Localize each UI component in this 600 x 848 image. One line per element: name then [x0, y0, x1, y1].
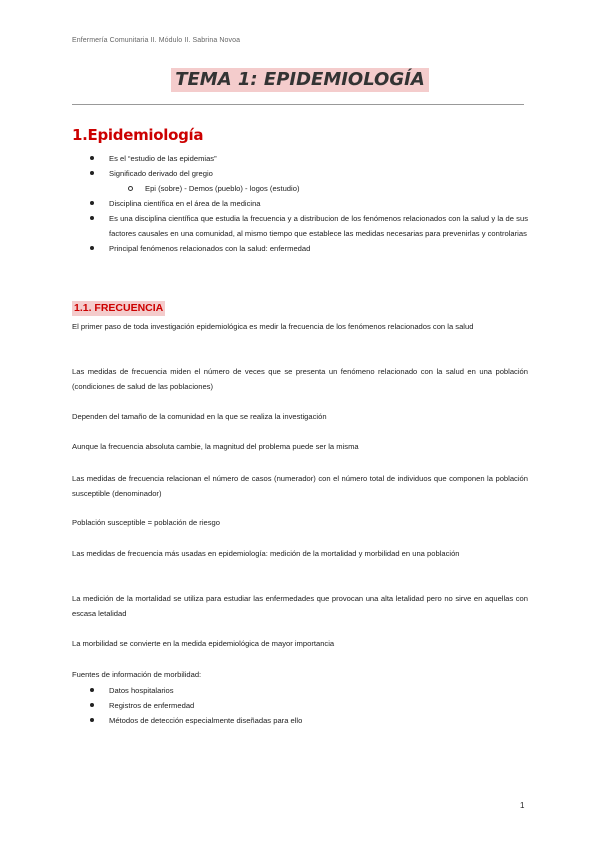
- paragraph: El primer paso de toda investigación epidemiológica es medir la frecuencia de los fenómenos relacionados con la salud: [72, 322, 474, 331]
- list-item: Principal fenómenos relacionados con la salud: enfermedad: [72, 241, 528, 256]
- paragraph: Dependen del tamaño de la comunidad en la que se realiza la investigación: [72, 412, 327, 421]
- title-container: [0, 68, 600, 92]
- title-divider: [72, 104, 524, 105]
- paragraph: Aunque la frecuencia absoluta cambie, la magnitud del problema puede ser la misma: [72, 442, 359, 451]
- paragraph: La morbilidad se convierte en la medida epidemiológica de mayor importancia: [72, 639, 335, 648]
- list-item: Disciplina científica en el área de la medicina: [72, 196, 528, 211]
- paragraph: Las medidas de frecuencia más usadas en epidemiología: medición de la mortalidad y morbilidad en una población: [72, 549, 460, 558]
- list-item: Es el “estudio de las epidemias”: [72, 151, 528, 166]
- page-number: 1: [520, 801, 525, 810]
- sub-list-item: Epi (sobre) - Demos (pueblo) - logos (estudio): [72, 181, 528, 196]
- paragraph: Fuentes de información de morbilidad:: [72, 670, 202, 679]
- section-heading-frecuencia: 1.1. FRECUENCIA: [74, 302, 164, 314]
- page-title: TEMA 1: EPIDEMIOLOGÍA: [171, 68, 429, 92]
- morbidity-sources-list: [72, 683, 528, 728]
- paragraph: Población susceptible = población de riesgo: [72, 518, 220, 527]
- list-item: Significado derivado del gregio: [72, 166, 528, 181]
- paragraph: Las medidas de frecuencia relacionan el número de casos (numerador) con el número total de individuos que componen la población susceptible (denominador): [72, 474, 528, 498]
- epidemiologia-bullet-list: [72, 151, 528, 256]
- list-item: Registros de enfermedad: [72, 698, 528, 713]
- paragraph: La medición de la mortalidad se utiliza para estudiar las enfermedades que provocan una alta letalidad pero no sirve en aquellas con escasa letalidad: [72, 594, 528, 618]
- list-item: Métodos de detección especialmente diseñadas para ello: [72, 713, 528, 728]
- page-header: Enfermería Comunitaria II. Módulo II. Sabrina Novoa: [72, 37, 241, 44]
- section-heading-epidemiologia: 1.Epidemiología: [72, 126, 204, 144]
- list-item: Es una disciplina científica que estudia la frecuencia y a distribucion de los fenómenos relacionados con la salud y la de sus factores causales en una comunidad, al mismo tiempo que establece las medidas necesarias para prevenirlas y controlarias: [72, 211, 528, 241]
- list-item: Datos hospitalarios: [72, 683, 528, 698]
- paragraph: Las medidas de frecuencia miden el número de veces que se presenta un fenómeno relacionado con la salud en una población (condiciones de salud de las poblaciones): [72, 367, 528, 391]
